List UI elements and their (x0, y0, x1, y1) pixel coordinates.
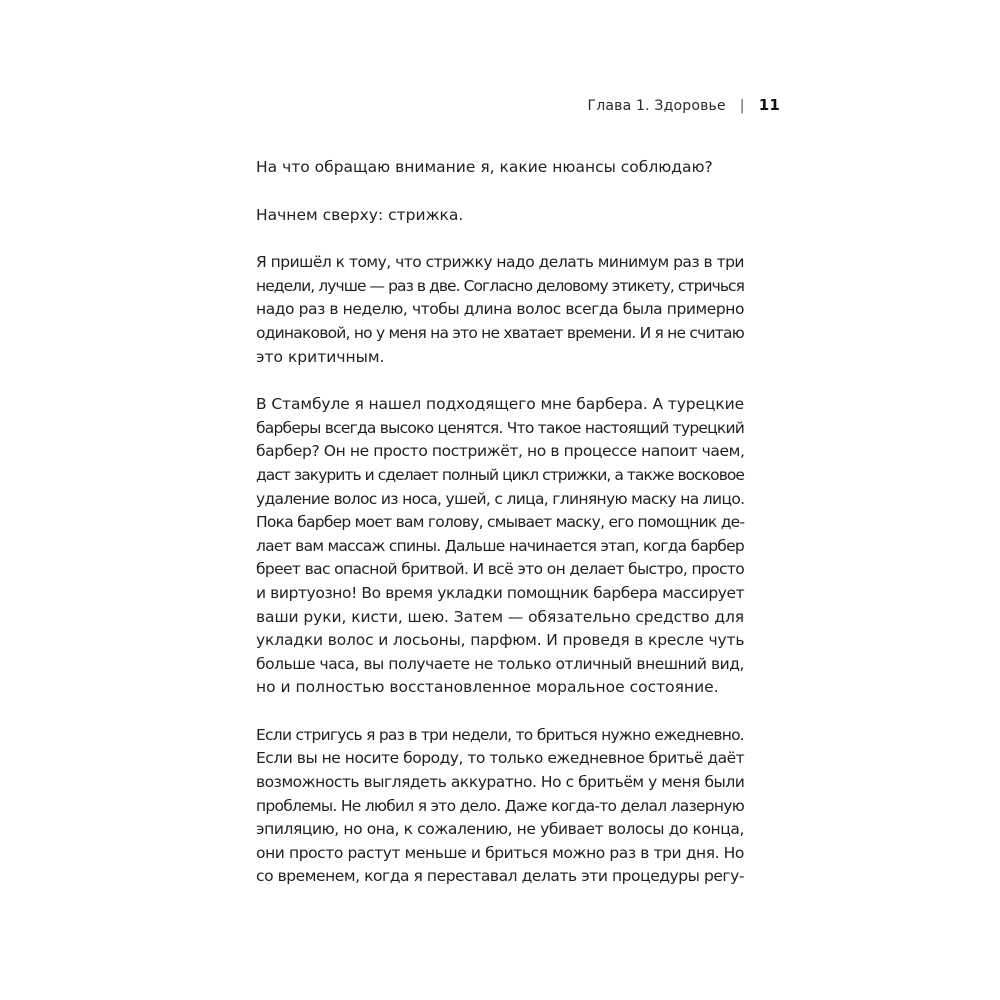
text-line: лает вам массаж спины. Дальше начинается этап, когда барбер (256, 536, 744, 555)
text-line: В Стамбуле я нашел подходящего мне барбера. А турецкие (256, 395, 744, 414)
header-separator: | (739, 98, 745, 114)
paragraph-haircut-intro (256, 204, 744, 228)
text-line: одинаковой, но у меня на это не хватает времени. И я не считаю (256, 323, 744, 342)
text-line: и виртуозно! Во время укладки помощник барбера массирует (256, 583, 745, 602)
text-line: Если стригусь я раз в три недели, то бриться нужно ежедневно. (256, 725, 744, 744)
text-line: Если вы не носите бороду, то только ежедневное бритьё даёт (256, 749, 745, 768)
text-line: бреет вас опасной бритвой. И всё это он делает быстро, просто (256, 560, 745, 579)
text-line: больше часа, вы получаете не только отличный внешний вид, (256, 654, 744, 673)
text-line: но и полностью восстановленное моральное состояние. (256, 678, 719, 697)
text-line: укладки волос и лосьоны, парфюм. И проведя в кресле чуть (256, 631, 745, 650)
text-line: возможность выглядеть аккуратно. Но с бритьём у меня были (256, 773, 745, 792)
text-line: даст закурить и сделает полный цикл стрижки, а также восковое (256, 465, 744, 484)
text-line: эпиляцию, но она, к сожалению, не убивает волосы до конца, (256, 820, 744, 839)
running-header (587, 96, 780, 114)
page-number: 11 (758, 96, 780, 114)
paragraph-haircut-frequency (256, 251, 744, 369)
paragraph-question (256, 156, 744, 180)
text-line: Начнем сверху: стрижка. (256, 205, 464, 224)
body-text (256, 156, 744, 913)
text-line: удаление волос из носа, ушей, с лица, глиняную маску на лицо. (256, 489, 745, 508)
text-line: недели, лучше — раз в две. Согласно деловому этикету, стричься (256, 276, 745, 295)
paragraph-shaving (256, 724, 744, 889)
paragraph-istanbul-barber (256, 393, 744, 700)
text-line: проблемы. Не любил я это дело. Даже когда-то делал лазерную (256, 796, 744, 815)
text-line: это критичным. (256, 347, 385, 366)
text-line: Пока барбер моет вам голову, смывает маску, его помощник де- (256, 513, 745, 532)
text-line: барбер? Он не просто пострижёт, но в процессе напоит чаем, (256, 442, 745, 461)
text-line: На что обращаю внимание я, какие нюансы соблюдаю? (256, 158, 713, 176)
text-line: со временем, когда я переставал делать эти процедуры регу- (256, 867, 744, 886)
chapter-title: Глава 1. Здоровье (587, 98, 726, 114)
text-line: они просто растут меньше и бриться можно раз в три дня. Но (256, 843, 744, 862)
text-line: надо раз в неделю, чтобы длина волос всегда была примерно (256, 300, 744, 319)
text-line: барберы всегда высоко ценятся. Что такое настоящий турецкий (256, 418, 745, 437)
text-line: Я пришёл к тому, что стрижку надо делать минимум раз в три (256, 253, 744, 272)
text-line: ваши руки, кисти, шею. Затем — обязательно средство для (256, 607, 744, 626)
